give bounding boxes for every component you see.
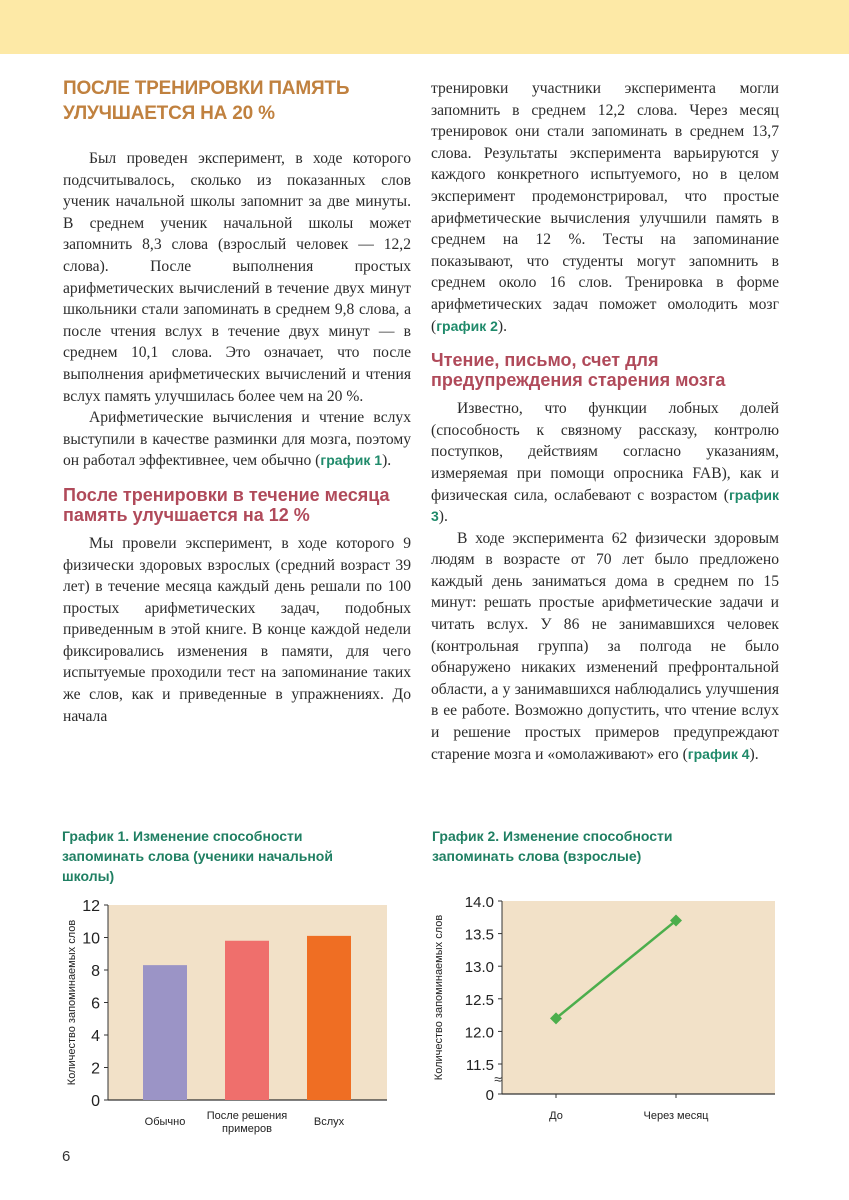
y-tick-label: 2 xyxy=(91,1060,100,1078)
left-column xyxy=(63,70,411,727)
x-tick-label: Через месяц xyxy=(643,1110,709,1122)
y-tick-label: 10 xyxy=(82,930,100,948)
chart-reference-link[interactable]: график 1 xyxy=(320,452,383,469)
chart-reference-link[interactable]: график 3 xyxy=(431,486,779,525)
section-heading: ПОСЛЕ ТРЕНИРОВКИ ПАМЯТЬ УЛУЧШАЕТСЯ НА 20 % xyxy=(63,78,350,124)
chart-reference-link[interactable]: график 4 xyxy=(687,745,750,762)
page-number: 6 xyxy=(62,1148,71,1165)
y-axis-label: Количество запоминаемых слов xyxy=(433,914,445,1081)
x-tick-label: Обычно xyxy=(144,1116,186,1128)
paragraph: Арифметические вычисления и чтение вслух выступили в качестве разминки для мозга, поэтому он работал эффективнее, чем обычно (график 1). xyxy=(63,409,411,470)
chart-reference-link[interactable]: график 2 xyxy=(436,317,498,334)
x-tick-label: До xyxy=(549,1110,563,1122)
x-tick-label: примеров xyxy=(222,1123,272,1135)
right-column xyxy=(431,78,779,765)
paragraph: Мы провели эксперимент, в ходе которого 9 физически здоровых взрослых (средний возраст 39 лет) в течение месяца каждый день решали по 100 простых арифметических задач, подобных приведенным в этой книге. В конце каждой недели фиксировались изменения в памяти, для чего испытуемые проходили тест на запоминание таких же слов, как и приведенные в упражнениях. До начала xyxy=(63,534,411,725)
y-tick-label: 8 xyxy=(91,963,100,980)
chart1-title: График 1. Изменение способности запоминать слова (ученики начальной школы) xyxy=(62,828,333,884)
chart2-title: График 2. Изменение способности запоминать слова (взрослые) xyxy=(432,828,673,864)
chart2-line-chart xyxy=(425,890,785,1130)
subsection-heading: После тренировки в течение месяца память улучшается на 12 % xyxy=(63,484,390,525)
plot-area xyxy=(502,901,775,1094)
axis-break-icon: ≈ xyxy=(494,1071,502,1087)
y-tick-label: 12.0 xyxy=(464,1024,494,1042)
y-tick-label: 14.0 xyxy=(464,894,494,911)
y-tick-label: 0 xyxy=(485,1087,494,1104)
header-band xyxy=(0,0,849,54)
paragraph: Известно, что функции лобных долей (способность к связному рассказу, контролю поступков, действиям согласно указаниям, измеряемая при помощи опросника FAB), как и физическая сила, ослабевают с возрастом (график 3). xyxy=(431,400,779,526)
y-tick-label: 12.5 xyxy=(464,991,494,1009)
paragraph: Был проведен эксперимент, в ходе которого подсчитывалось, сколько из показанных слов ученик начальной школы запомнит за две минуты. В среднем ученик начальной школы может запомнить 8,3 слова (взрослый человек — 12,2 слова). После выполнения простых арифметических вычислений в течение двух минут школьники стали запоминать в среднем 9,8 слова, а после чтения вслух в течение двух минут — в среднем 10,1 слова. Это означает, что после выполнения арифметических вычислений и чтения вслух память улучшилась более чем на 20 %. xyxy=(63,150,411,405)
x-tick-label: Вслух xyxy=(313,1116,345,1128)
y-tick-label: 13.5 xyxy=(464,926,494,944)
y-tick-label: 12 xyxy=(82,898,100,915)
y-tick-label: 6 xyxy=(91,995,100,1013)
y-tick-label: 11.5 xyxy=(465,1057,494,1074)
bar xyxy=(307,936,351,1100)
subsection-heading: Чтение, письмо, счет для предупреждения старения мозга xyxy=(431,350,726,391)
y-tick-label: 0 xyxy=(91,1093,100,1110)
bar xyxy=(225,941,269,1100)
y-tick-label: 4 xyxy=(91,1028,100,1045)
bar xyxy=(143,965,187,1100)
x-tick-label: После решения xyxy=(206,1110,288,1122)
chart1-bar-chart xyxy=(55,890,395,1140)
y-axis-label: Количество запоминаемых слов xyxy=(66,919,78,1086)
y-tick-label: 13.0 xyxy=(464,959,494,977)
paragraph: тренировки участники эксперимента могли запомнить в среднем 12,2 слова. Через месяц тренировок они стали запоминать в среднем 13,7 слова. Результаты эксперимента варьируются у каждого конкретного испытуемого, но в целом эксперимент продемонстрировал, что простые арифметические вычисления улучшили память в среднем на 12 %. Тесты на запоминание показывают, что студенты могут запомнить в среднем около 16 слов. Тренировка в форме арифметических задач поможет омолодить мозг (график 2). xyxy=(431,80,779,335)
paragraph: В ходе эксперимента 62 физически здоровым людям в возрасте от 70 лет было предложено каждый день заниматься дома в среднем по 15 минут: решать простые арифметические задачи и читать вслух. У 86 не занимавшихся человек (контрольная группа) за полгода не было обнаружено никаких изменений префронтальной области, а у занимавшихся наблюдались улучшения в ее работе. Возможно допустить, что чтение вслух и решение простых примеров предупреждают старение мозга и «омолаживают» его (график 4). xyxy=(431,529,779,763)
